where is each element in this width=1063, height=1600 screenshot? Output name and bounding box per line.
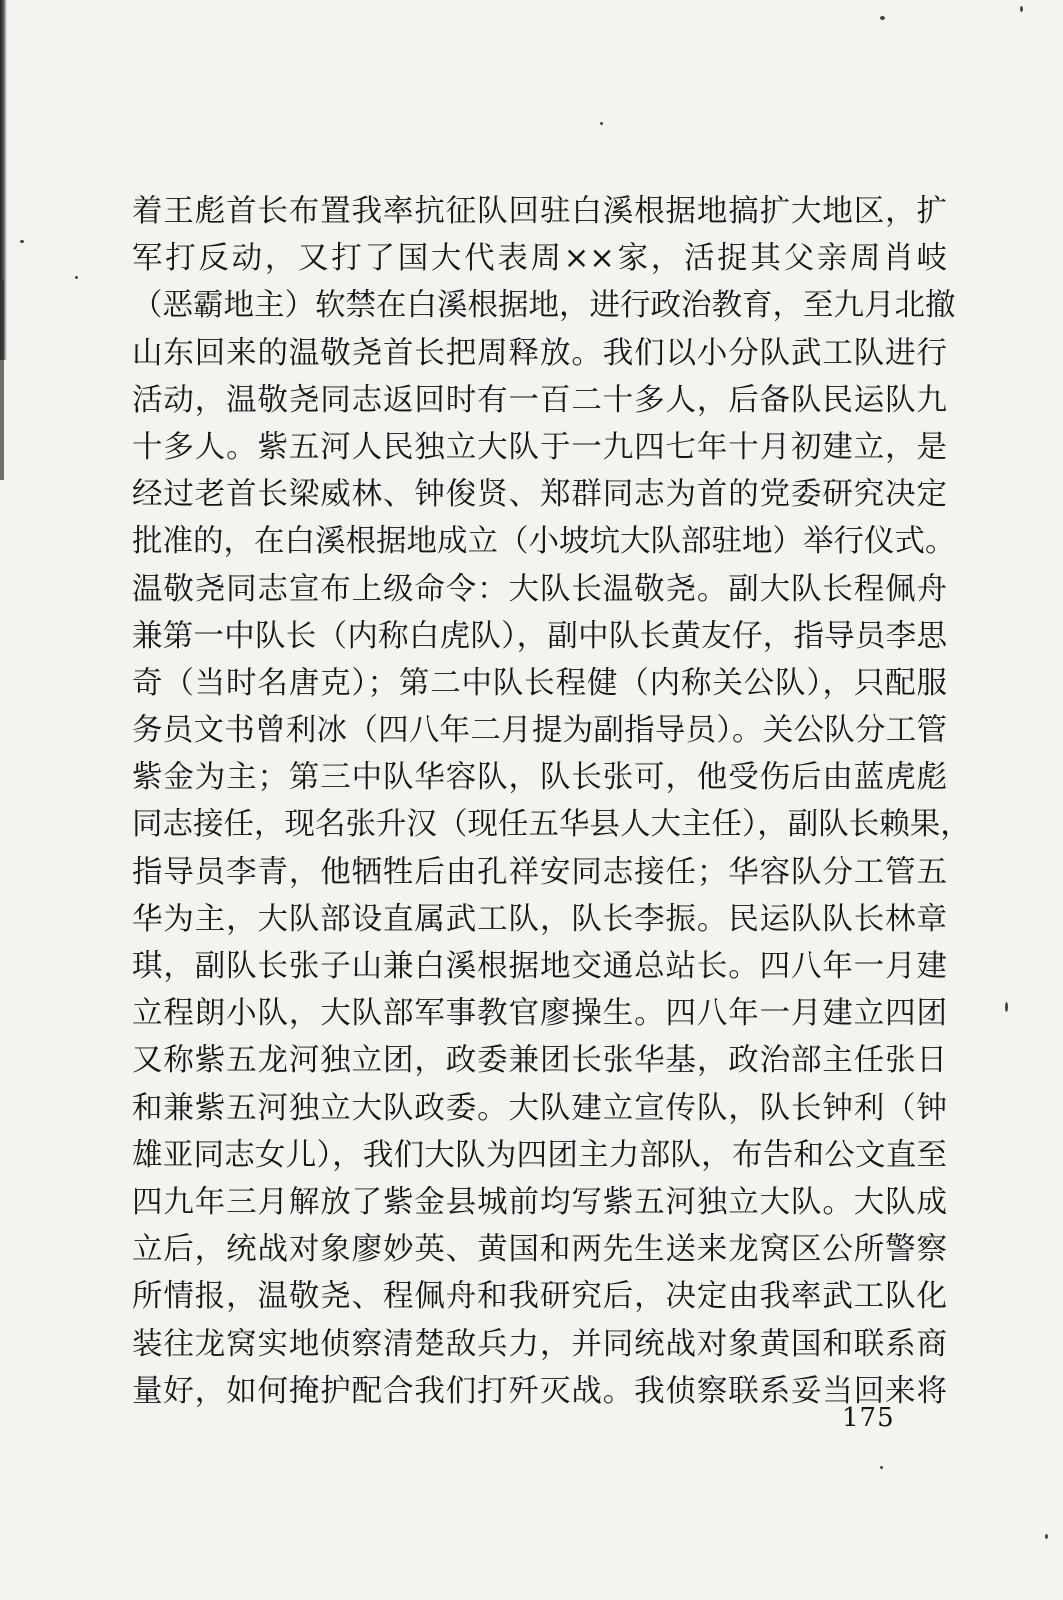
text-line: 琪，副队长张子山兼白溪根据地交通总站长。四八年一月建 (132, 949, 947, 984)
ink-speck (1005, 1002, 1008, 1012)
text-line: 装往龙窝实地侦察清楚敌兵力，并同统战对象黄国和联系商 (132, 1326, 947, 1362)
text-line: 立程朗小队，大队部军事教官廖操生。四八年一月建立四团 (132, 996, 947, 1032)
ink-speck (880, 16, 885, 20)
text-line: 雄亚同志女儿），我们大队为四团主力部队，布告和公文直至 (132, 1137, 947, 1173)
page-edge-mark (0, 280, 4, 480)
text-line: 四九年三月解放了紫金县城前均写紫五河独立大队。大队成 (132, 1184, 947, 1220)
text-line: 所情报，温敬尧、程佩舟和我研究后，决定由我率武工队化 (132, 1279, 947, 1315)
ink-speck (1045, 1534, 1048, 1539)
text-line: 量好，如何掩护配合我们打歼灭战。我侦察联系妥当回来将 (132, 1373, 947, 1409)
text-line: 十多人。紫五河人民独立大队于一九四七年十月初建立，是 (132, 429, 947, 465)
text-line: 活动，温敬尧同志返回时有一百二十多人，后备队民运队九 (132, 382, 947, 418)
body-text (132, 188, 971, 1415)
text-line: 务员文书曾利冰（四八年二月提为副指导员）。关公队分工管 (132, 713, 947, 749)
text-line: 经过老首长梁威林、钟俊贤、郑群同志为首的党委研究决定 (132, 477, 947, 513)
text-line: 着王彪首长布置我率抗征队回驻白溪根据地搞扩大地区，扩 (132, 194, 947, 229)
text-line: 兼第一中队长（内称白虎队），副中队长黄友仔，指导员李思 (132, 618, 947, 654)
ink-speck (1020, 6, 1023, 12)
text-line: 同志接任，现名张升汉（现任五华县人大主任），副队长赖果， (132, 807, 971, 843)
text-line: 奇（当时名唐克）；第二中队长程健（内称关公队），只配服 (132, 665, 947, 701)
ink-speck (880, 1466, 883, 1469)
text-line: 山东回来的温敬尧首长把周释放。我们以小分队武工队进行 (132, 335, 947, 371)
ink-speck (75, 276, 78, 279)
ink-speck (600, 122, 603, 125)
text-line: （恶霸地主）软禁在白溪根据地，进行政治教育，至九月北撤 (132, 288, 956, 324)
text-line: 和兼紫五河独立大队政委。大队建立宣传队，队长钟利（钟 (132, 1090, 947, 1126)
ink-speck (20, 240, 24, 243)
text-line: 批准的，在白溪根据地成立（小坡坑大队部驻地）举行仪式。 (132, 524, 956, 560)
text-line: 指导员李青，他牺牲后由孔祥安同志接任；华容队分工管五 (132, 854, 947, 890)
text-line: 温敬尧同志宣布上级命令：大队长温敬尧。副大队长程佩舟 (132, 571, 947, 607)
page-number: 175 (842, 1403, 895, 1433)
text-line: 又称紫五龙河独立团，政委兼团长张华基，政治部主任张日 (132, 1043, 947, 1079)
text-line: 紫金为主；第三中队华容队，队长张可，他受伤后由蓝虎彪 (132, 760, 947, 796)
text-line: 军打反动，又打了国大代表周××家，活捉其父亲周肖岐 (132, 241, 947, 277)
text-line: 华为主，大队部设直属武工队，队长李振。民运队队长林章 (132, 901, 947, 937)
text-line: 立后，统战对象廖妙英、黄国和两先生送来龙窝区公所警察 (132, 1232, 947, 1268)
